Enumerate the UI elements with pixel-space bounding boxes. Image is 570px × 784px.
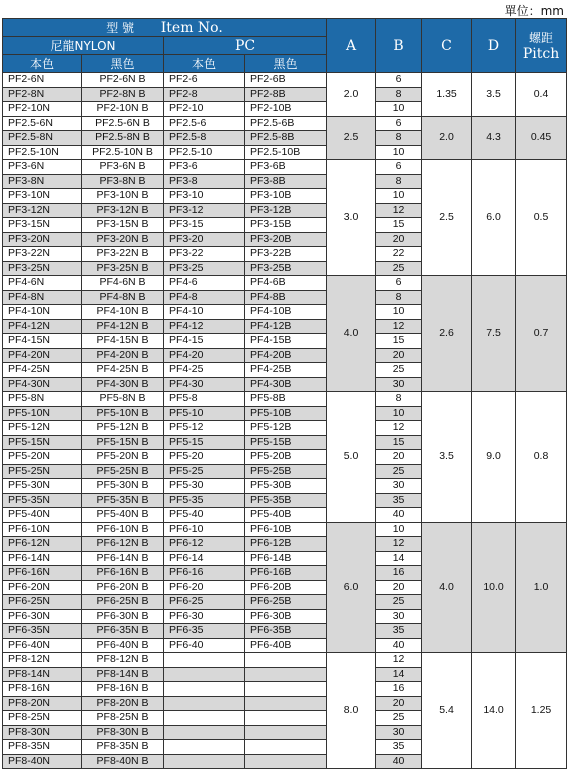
dim-d-cell: 7.5 — [472, 276, 516, 392]
nylon-black-cell: PF4-8N B — [82, 290, 164, 305]
dim-pitch-cell: 1.0 — [516, 522, 567, 653]
dim-b-cell: 20 — [376, 696, 422, 711]
nylon-black-cell: PF3-12N B — [82, 203, 164, 218]
nylon-black-cell: PF3-15N B — [82, 218, 164, 233]
nylon-black-cell: PF3-25N B — [82, 261, 164, 276]
nylon-natural-cell: PF3-6N — [3, 160, 82, 175]
specs-table — [2, 18, 567, 769]
pc-natural-cell — [164, 725, 245, 740]
dim-b-cell: 8 — [376, 290, 422, 305]
table-row — [3, 276, 567, 291]
pc-natural-header: 本色 — [164, 55, 245, 73]
pc-natural-cell: PF3-6 — [164, 160, 245, 175]
pc-black-cell: PF4-15B — [245, 334, 327, 349]
nylon-natural-cell: PF3-10N — [3, 189, 82, 204]
dim-b-cell: 14 — [376, 667, 422, 682]
pc-black-cell — [245, 653, 327, 668]
dim-c-cell: 2.5 — [422, 160, 472, 276]
nylon-natural-cell: PF3-15N — [3, 218, 82, 233]
pc-natural-cell: PF6-25 — [164, 595, 245, 610]
unit-label: 單位：mm — [504, 4, 564, 18]
pc-natural-cell: PF2.5-6 — [164, 116, 245, 131]
pc-natural-cell: PF6-12 — [164, 537, 245, 552]
nylon-natural-cell: PF4-25N — [3, 363, 82, 378]
dim-pitch-cell: 0.7 — [516, 276, 567, 392]
nylon-natural-cell: PF8-30N — [3, 725, 82, 740]
nylon-natural-cell: PF6-14N — [3, 551, 82, 566]
dim-d-cell: 6.0 — [472, 160, 516, 276]
nylon-header: 尼龍NYLON — [3, 37, 164, 55]
nylon-natural-cell: PF4-12N — [3, 319, 82, 334]
pc-black-cell: PF4-10B — [245, 305, 327, 320]
dim-b-cell: 20 — [376, 450, 422, 465]
pc-natural-cell: PF5-40 — [164, 508, 245, 523]
nylon-natural-cell: PF8-40N — [3, 754, 82, 769]
pc-black-cell — [245, 725, 327, 740]
pc-black-cell: PF6-35B — [245, 624, 327, 639]
pc-natural-cell: PF5-8 — [164, 392, 245, 407]
nylon-black-cell: PF8-30N B — [82, 725, 164, 740]
dim-b-cell: 35 — [376, 624, 422, 639]
pc-black-cell: PF3-12B — [245, 203, 327, 218]
pc-natural-cell: PF5-35 — [164, 493, 245, 508]
nylon-natural-cell: PF2.5-10N — [3, 145, 82, 160]
col-pitch-header — [516, 19, 567, 73]
dim-b-cell: 15 — [376, 435, 422, 450]
dim-pitch-cell: 0.45 — [516, 116, 567, 160]
dim-b-cell: 12 — [376, 203, 422, 218]
nylon-natural-cell: PF3-22N — [3, 247, 82, 262]
pc-black-cell: PF4-20B — [245, 348, 327, 363]
nylon-natural-cell: PF3-8N — [3, 174, 82, 189]
dim-b-cell: 40 — [376, 508, 422, 523]
nylon-natural-header: 本色 — [3, 55, 82, 73]
nylon-natural-cell: PF8-16N — [3, 682, 82, 697]
pc-black-cell: PF3-6B — [245, 160, 327, 175]
dim-b-cell: 6 — [376, 160, 422, 175]
dim-d-cell: 4.3 — [472, 116, 516, 160]
dim-b-cell: 22 — [376, 247, 422, 262]
pc-natural-cell — [164, 696, 245, 711]
nylon-black-cell: PF6-25N B — [82, 595, 164, 610]
pc-black-cell: PF5-30B — [245, 479, 327, 494]
nylon-natural-cell: PF8-35N — [3, 740, 82, 755]
dim-b-cell: 30 — [376, 609, 422, 624]
nylon-black-cell: PF5-25N B — [82, 464, 164, 479]
dim-b-cell: 15 — [376, 218, 422, 233]
nylon-natural-cell: PF8-20N — [3, 696, 82, 711]
dim-c-cell: 5.4 — [422, 653, 472, 769]
nylon-natural-cell: PF8-12N — [3, 653, 82, 668]
pitch-zh: 螺距 — [529, 31, 554, 45]
pc-black-cell: PF5-25B — [245, 464, 327, 479]
dim-b-cell: 8 — [376, 174, 422, 189]
pc-black-cell — [245, 754, 327, 769]
pc-natural-cell: PF4-15 — [164, 334, 245, 349]
pc-black-cell: PF5-8B — [245, 392, 327, 407]
table-row — [3, 392, 567, 407]
nylon-black-cell: PF6-20N B — [82, 580, 164, 595]
dim-b-cell: 16 — [376, 682, 422, 697]
pc-natural-cell: PF3-22 — [164, 247, 245, 262]
nylon-natural-cell: PF6-10N — [3, 522, 82, 537]
dim-b-cell: 30 — [376, 377, 422, 392]
pc-black-cell: PF5-10B — [245, 406, 327, 421]
pc-black-cell: PF5-40B — [245, 508, 327, 523]
nylon-black-cell: PF8-40N B — [82, 754, 164, 769]
dim-b-cell: 12 — [376, 421, 422, 436]
nylon-black-cell: PF3-6N B — [82, 160, 164, 175]
dim-d-cell: 9.0 — [472, 392, 516, 523]
dim-b-cell: 20 — [376, 580, 422, 595]
table-row — [3, 653, 567, 668]
nylon-black-cell: PF5-8N B — [82, 392, 164, 407]
pc-natural-cell — [164, 711, 245, 726]
pc-natural-cell: PF6-14 — [164, 551, 245, 566]
dim-b-cell: 6 — [376, 73, 422, 88]
pc-black-cell: PF6-25B — [245, 595, 327, 610]
nylon-natural-cell: PF6-12N — [3, 537, 82, 552]
dim-b-cell: 40 — [376, 638, 422, 653]
dim-b-cell: 10 — [376, 406, 422, 421]
pc-black-cell: PF2-6B — [245, 73, 327, 88]
pc-natural-cell: PF6-10 — [164, 522, 245, 537]
table-row — [3, 522, 567, 537]
table-row — [3, 73, 567, 88]
pc-black-cell: PF3-22B — [245, 247, 327, 262]
pc-natural-cell: PF6-16 — [164, 566, 245, 581]
pc-black-cell — [245, 682, 327, 697]
dim-c-cell: 2.6 — [422, 276, 472, 392]
nylon-natural-cell: PF6-20N — [3, 580, 82, 595]
pc-natural-cell: PF6-20 — [164, 580, 245, 595]
dim-b-cell: 10 — [376, 189, 422, 204]
pc-natural-cell: PF4-25 — [164, 363, 245, 378]
nylon-black-cell: PF5-12N B — [82, 421, 164, 436]
pc-black-cell: PF3-25B — [245, 261, 327, 276]
nylon-natural-cell: PF5-12N — [3, 421, 82, 436]
dim-a-cell: 3.0 — [327, 160, 376, 276]
nylon-natural-cell: PF5-25N — [3, 464, 82, 479]
pc-natural-cell: PF5-30 — [164, 479, 245, 494]
pc-black-cell: PF2.5-10B — [245, 145, 327, 160]
dim-b-cell: 30 — [376, 725, 422, 740]
nylon-black-cell: PF4-6N B — [82, 276, 164, 291]
dim-b-cell: 20 — [376, 232, 422, 247]
dim-b-cell: 25 — [376, 261, 422, 276]
pc-natural-cell — [164, 653, 245, 668]
nylon-black-cell: PF5-35N B — [82, 493, 164, 508]
dim-d-cell: 3.5 — [472, 73, 516, 117]
pc-black-cell: PF5-15B — [245, 435, 327, 450]
pc-black-cell: PF4-12B — [245, 319, 327, 334]
nylon-black-header: 黑色 — [82, 55, 164, 73]
dim-b-cell: 8 — [376, 87, 422, 102]
pc-natural-cell: PF4-20 — [164, 348, 245, 363]
dim-pitch-cell: 1.25 — [516, 653, 567, 769]
nylon-natural-cell: PF4-8N — [3, 290, 82, 305]
pc-natural-cell: PF3-8 — [164, 174, 245, 189]
dim-a-cell: 4.0 — [327, 276, 376, 392]
nylon-natural-cell: PF3-20N — [3, 232, 82, 247]
pc-natural-cell: PF2-8 — [164, 87, 245, 102]
nylon-black-cell: PF8-16N B — [82, 682, 164, 697]
nylon-natural-cell: PF4-6N — [3, 276, 82, 291]
pc-natural-cell: PF2-10 — [164, 102, 245, 117]
pc-natural-cell: PF3-20 — [164, 232, 245, 247]
dim-b-cell: 6 — [376, 116, 422, 131]
dim-b-cell: 12 — [376, 537, 422, 552]
pc-black-cell: PF4-6B — [245, 276, 327, 291]
pc-black-cell: PF4-30B — [245, 377, 327, 392]
nylon-natural-cell: PF4-20N — [3, 348, 82, 363]
pc-natural-cell: PF2.5-10 — [164, 145, 245, 160]
nylon-black-cell: PF2.5-6N B — [82, 116, 164, 131]
pc-black-cell: PF2-8B — [245, 87, 327, 102]
nylon-black-cell: PF6-10N B — [82, 522, 164, 537]
dim-b-cell: 12 — [376, 319, 422, 334]
pc-natural-cell: PF5-15 — [164, 435, 245, 450]
col-b-header: B — [376, 19, 422, 73]
dim-d-cell: 14.0 — [472, 653, 516, 769]
nylon-black-cell: PF4-15N B — [82, 334, 164, 349]
dim-b-cell: 25 — [376, 711, 422, 726]
pc-natural-cell: PF5-10 — [164, 406, 245, 421]
pc-black-header: 黑色 — [245, 55, 327, 73]
nylon-black-cell: PF2.5-10N B — [82, 145, 164, 160]
pc-black-cell: PF6-12B — [245, 537, 327, 552]
nylon-natural-cell: PF4-30N — [3, 377, 82, 392]
nylon-natural-cell: PF4-15N — [3, 334, 82, 349]
pc-black-cell: PF5-20B — [245, 450, 327, 465]
pc-black-cell — [245, 667, 327, 682]
nylon-natural-cell: PF5-40N — [3, 508, 82, 523]
nylon-black-cell: PF3-8N B — [82, 174, 164, 189]
nylon-black-cell: PF6-35N B — [82, 624, 164, 639]
dim-b-cell: 20 — [376, 348, 422, 363]
nylon-black-cell: PF4-30N B — [82, 377, 164, 392]
nylon-black-cell: PF2-6N B — [82, 73, 164, 88]
nylon-black-cell: PF5-40N B — [82, 508, 164, 523]
nylon-natural-cell: PF8-25N — [3, 711, 82, 726]
nylon-black-cell: PF8-14N B — [82, 667, 164, 682]
table-row — [3, 116, 567, 131]
pc-black-cell: PF3-10B — [245, 189, 327, 204]
pc-black-cell: PF2.5-8B — [245, 131, 327, 146]
nylon-natural-cell: PF6-30N — [3, 609, 82, 624]
nylon-natural-cell: PF5-8N — [3, 392, 82, 407]
dim-b-cell: 8 — [376, 392, 422, 407]
dim-a-cell: 6.0 — [327, 522, 376, 653]
dim-a-cell: 5.0 — [327, 392, 376, 523]
dim-b-cell: 10 — [376, 102, 422, 117]
pc-natural-cell: PF6-35 — [164, 624, 245, 639]
pc-black-cell: PF5-35B — [245, 493, 327, 508]
dim-b-cell: 35 — [376, 493, 422, 508]
item-no-en: Item No. — [160, 20, 223, 36]
dim-b-cell: 25 — [376, 595, 422, 610]
pc-black-cell: PF4-25B — [245, 363, 327, 378]
dim-a-cell: 8.0 — [327, 653, 376, 769]
dim-b-cell: 6 — [376, 276, 422, 291]
pc-natural-cell — [164, 667, 245, 682]
pc-black-cell: PF3-8B — [245, 174, 327, 189]
dim-b-cell: 8 — [376, 131, 422, 146]
dim-b-cell: 12 — [376, 653, 422, 668]
dim-b-cell: 25 — [376, 464, 422, 479]
pc-natural-cell: PF6-30 — [164, 609, 245, 624]
pc-black-cell: PF6-30B — [245, 609, 327, 624]
nylon-natural-cell: PF2-6N — [3, 73, 82, 88]
nylon-black-cell: PF5-10N B — [82, 406, 164, 421]
dim-pitch-cell: 0.8 — [516, 392, 567, 523]
specs-body — [3, 73, 567, 769]
pc-black-cell: PF2.5-6B — [245, 116, 327, 131]
pc-black-cell: PF6-14B — [245, 551, 327, 566]
pc-natural-cell: PF2-6 — [164, 73, 245, 88]
pc-black-cell: PF3-20B — [245, 232, 327, 247]
nylon-natural-cell: PF3-25N — [3, 261, 82, 276]
pc-natural-cell: PF4-10 — [164, 305, 245, 320]
dim-c-cell: 1.35 — [422, 73, 472, 117]
nylon-natural-cell: PF5-30N — [3, 479, 82, 494]
nylon-black-cell: PF6-14N B — [82, 551, 164, 566]
nylon-natural-cell: PF2-8N — [3, 87, 82, 102]
pc-black-cell — [245, 711, 327, 726]
pc-natural-cell: PF4-6 — [164, 276, 245, 291]
pc-natural-cell — [164, 754, 245, 769]
pc-natural-cell: PF5-25 — [164, 464, 245, 479]
pc-black-cell — [245, 740, 327, 755]
pc-natural-cell — [164, 682, 245, 697]
dim-a-cell: 2.5 — [327, 116, 376, 160]
dim-b-cell: 10 — [376, 145, 422, 160]
dim-b-cell: 10 — [376, 522, 422, 537]
pc-natural-cell: PF4-12 — [164, 319, 245, 334]
nylon-natural-cell: PF2.5-6N — [3, 116, 82, 131]
dim-b-cell: 40 — [376, 754, 422, 769]
nylon-natural-cell: PF4-10N — [3, 305, 82, 320]
nylon-natural-cell: PF8-14N — [3, 667, 82, 682]
dim-pitch-cell: 0.4 — [516, 73, 567, 117]
dim-pitch-cell: 0.5 — [516, 160, 567, 276]
nylon-black-cell: PF6-30N B — [82, 609, 164, 624]
dim-b-cell: 30 — [376, 479, 422, 494]
pc-natural-cell — [164, 740, 245, 755]
nylon-black-cell: PF8-35N B — [82, 740, 164, 755]
dim-a-cell: 2.0 — [327, 73, 376, 117]
pc-natural-cell: PF3-25 — [164, 261, 245, 276]
dim-d-cell: 10.0 — [472, 522, 516, 653]
nylon-black-cell: PF4-20N B — [82, 348, 164, 363]
nylon-black-cell: PF8-12N B — [82, 653, 164, 668]
pc-black-cell: PF6-16B — [245, 566, 327, 581]
pc-black-cell — [245, 696, 327, 711]
pc-natural-cell: PF4-30 — [164, 377, 245, 392]
dim-c-cell: 3.5 — [422, 392, 472, 523]
dim-b-cell: 25 — [376, 363, 422, 378]
nylon-black-cell: PF4-25N B — [82, 363, 164, 378]
pc-natural-cell: PF3-15 — [164, 218, 245, 233]
nylon-black-cell: PF3-22N B — [82, 247, 164, 262]
pc-black-cell: PF6-10B — [245, 522, 327, 537]
item-no-zh: 型 號 — [106, 21, 135, 35]
nylon-black-cell: PF6-40N B — [82, 638, 164, 653]
col-a-header: A — [327, 19, 376, 73]
dim-c-cell: 2.0 — [422, 116, 472, 160]
nylon-natural-cell: PF5-20N — [3, 450, 82, 465]
nylon-black-cell: PF4-12N B — [82, 319, 164, 334]
nylon-black-cell: PF5-20N B — [82, 450, 164, 465]
nylon-natural-cell: PF6-25N — [3, 595, 82, 610]
nylon-black-cell: PF6-16N B — [82, 566, 164, 581]
pc-header: PC — [164, 37, 327, 55]
nylon-natural-cell: PF5-15N — [3, 435, 82, 450]
nylon-black-cell: PF8-20N B — [82, 696, 164, 711]
nylon-natural-cell: PF2-10N — [3, 102, 82, 117]
col-c-header: C — [422, 19, 472, 73]
table-row — [3, 160, 567, 175]
pc-black-cell: PF6-40B — [245, 638, 327, 653]
pc-black-cell: PF3-15B — [245, 218, 327, 233]
nylon-black-cell: PF4-10N B — [82, 305, 164, 320]
nylon-natural-cell: PF2.5-8N — [3, 131, 82, 146]
nylon-black-cell: PF3-10N B — [82, 189, 164, 204]
nylon-black-cell: PF2.5-8N B — [82, 131, 164, 146]
item-no-header — [3, 19, 327, 37]
pc-black-cell: PF6-20B — [245, 580, 327, 595]
nylon-natural-cell: PF6-35N — [3, 624, 82, 639]
dim-c-cell: 4.0 — [422, 522, 472, 653]
nylon-natural-cell: PF5-10N — [3, 406, 82, 421]
pc-natural-cell: PF3-12 — [164, 203, 245, 218]
dim-b-cell: 15 — [376, 334, 422, 349]
nylon-natural-cell: PF6-16N — [3, 566, 82, 581]
pc-natural-cell: PF2.5-8 — [164, 131, 245, 146]
pitch-en: Pitch — [522, 46, 560, 62]
pc-black-cell: PF5-12B — [245, 421, 327, 436]
pc-natural-cell: PF6-40 — [164, 638, 245, 653]
nylon-black-cell: PF5-30N B — [82, 479, 164, 494]
nylon-black-cell: PF6-12N B — [82, 537, 164, 552]
nylon-natural-cell: PF3-12N — [3, 203, 82, 218]
pc-natural-cell: PF4-8 — [164, 290, 245, 305]
pc-natural-cell: PF3-10 — [164, 189, 245, 204]
dim-b-cell: 35 — [376, 740, 422, 755]
nylon-natural-cell: PF6-40N — [3, 638, 82, 653]
pc-natural-cell: PF5-20 — [164, 450, 245, 465]
dim-b-cell: 16 — [376, 566, 422, 581]
nylon-black-cell: PF2-10N B — [82, 102, 164, 117]
col-d-header: D — [472, 19, 516, 73]
nylon-black-cell: PF3-20N B — [82, 232, 164, 247]
pc-natural-cell: PF5-12 — [164, 421, 245, 436]
nylon-black-cell: PF8-25N B — [82, 711, 164, 726]
nylon-black-cell: PF2-8N B — [82, 87, 164, 102]
dim-b-cell: 14 — [376, 551, 422, 566]
nylon-natural-cell: PF5-35N — [3, 493, 82, 508]
pc-black-cell: PF4-8B — [245, 290, 327, 305]
pc-black-cell: PF2-10B — [245, 102, 327, 117]
nylon-black-cell: PF5-15N B — [82, 435, 164, 450]
dim-b-cell: 10 — [376, 305, 422, 320]
